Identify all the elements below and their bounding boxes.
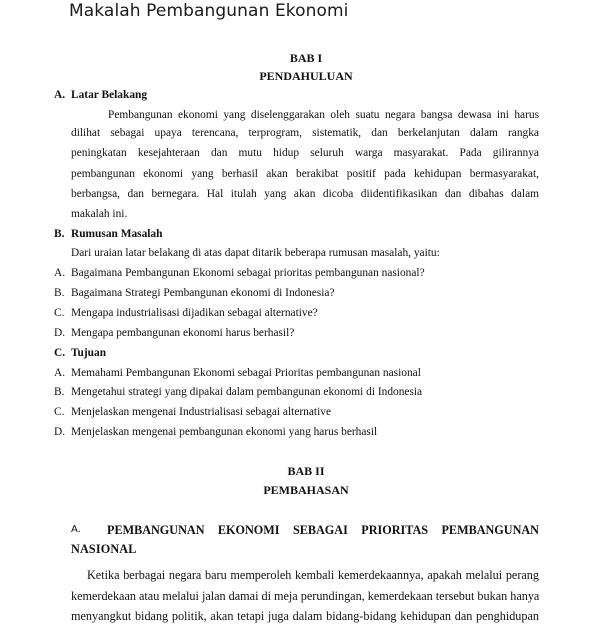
chapter-subheading: PEMBAHASAN (263, 483, 349, 497)
section-intro: Dari uraian latar belakang di atas dapat ditarik beberapa rumusan masalah, yaitu: (71, 247, 440, 259)
paragraph-line: dilihat sebagai upaya terencana, terprogram, sistematik, dan berkelanjutan dalam rangka (71, 127, 539, 139)
list-item: Mengetahui strategi yang dipakai dalam pembangunan ekonomi di Indonesia (71, 386, 423, 398)
section-title: Rumusan Masalah (71, 228, 163, 240)
list-item: Menjelaskan mengenai pembangunan ekonomi yang harus berhasil (71, 426, 378, 438)
section-title: Tujuan (71, 347, 107, 359)
chapter-heading: BAB II (287, 464, 325, 478)
list-item-label: C. (54, 406, 65, 418)
section-label: A. (54, 89, 66, 101)
chapter-heading: BAB I (289, 51, 323, 65)
paragraph-line: makalah ini. (71, 208, 128, 220)
section-title: PEMBANGUNAN EKONOMI SEBAGAI PRIORITAS PEMBANGUNAN (107, 523, 539, 537)
paragraph-line: menyangkut bidang politik, akan tetapi juga dalam bidang-bidang kehidupan dan penghidupan (71, 609, 539, 623)
section-title: Latar Belakang (71, 89, 148, 101)
list-item-label: A. (54, 367, 66, 379)
paragraph-line: peningkatan kesejahteraan dan mutu hidup seluruh warga masyarakat. Pada gilirannya (71, 147, 539, 159)
section-label: A. (71, 524, 81, 535)
list-item: Memahami Pembangunan Ekonomi sebagai Prioritas pembangunan nasional (71, 367, 421, 379)
list-item: Menjelaskan mengenai Industrialisasi sebagai alternative (71, 406, 331, 418)
document-title: Makalah Pembangunan Ekonomi (69, 1, 349, 21)
list-item-label: B. (54, 287, 65, 299)
chapter-subheading: PENDAHULUAN (259, 69, 353, 83)
list-item: Mengapa pembangunan ekonomi harus berhasil? (71, 327, 295, 339)
paragraph-line: Pembangunan ekonomi yang diselenggarakan oleh suatu negara bangsa dewasa ini harus (108, 109, 539, 121)
section-title-continuation: NASIONAL (71, 542, 137, 556)
paragraph-line: berbangsa, dan bernegara. Hal itulah yang akan dicoba diidentifikasikan dan dibahas dalam (71, 188, 539, 200)
paragraph-line: pembangunan ekonomi yang berhasil akan berakibat positif pada kehidupan bermasyarakat, (71, 168, 539, 180)
list-item: Bagaimana Strategi Pembangunan ekonomi di Indonesia? (71, 287, 335, 299)
paragraph-line: Ketika berbagai negara baru memperoleh kembali kemerdekaannya, apakah melalui perang (87, 568, 539, 582)
list-item-label: B. (54, 386, 65, 398)
list-item-label: D. (54, 426, 66, 438)
list-item-label: A. (54, 267, 66, 279)
list-item-label: C. (54, 307, 65, 319)
section-label: C. (54, 347, 66, 359)
list-item-label: D. (54, 327, 66, 339)
list-item: Bagaimana Pembangunan Ekonomi sebagai prioritas pembangunan nasional? (71, 267, 425, 279)
paragraph-line: kemerdekaan atau melalui jalan damai di meja perundingan, kemerdekaan tersebut bukan hanya (71, 589, 540, 603)
list-item: Mengapa industrialisasi dijadikan sebagai alternative? (71, 307, 318, 319)
section-label: B. (54, 228, 65, 240)
